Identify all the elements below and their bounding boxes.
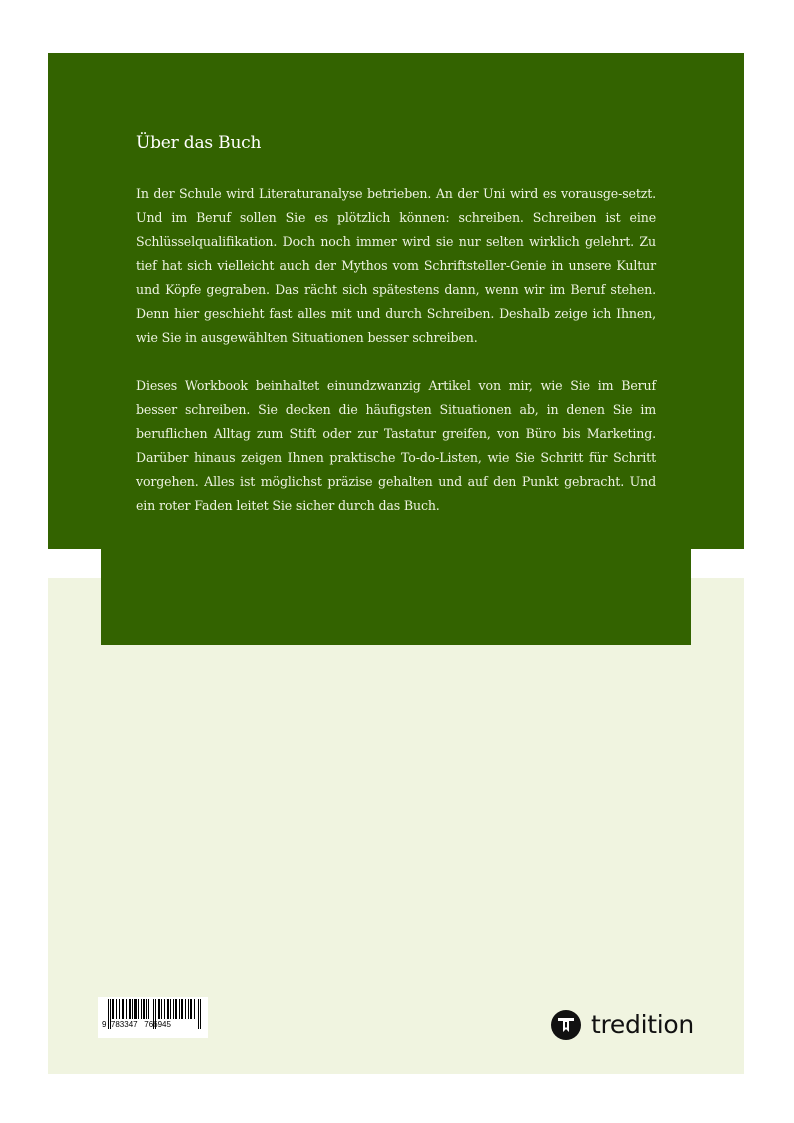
isbn-barcode [98,997,208,1038]
book-blurb [136,128,656,542]
isbn-digits: 9 783347 766945 [102,1020,171,1029]
blurb-paragraph-1: In der Schule wird Literaturanalyse betrieben. An der Uni wird es vorausge-setzt. Und im Beruf sollen Sie es plötzlich können: schreiben. Schreiben ist eine Schlüsselqualifikation. Doch noch immer wird sie nur selten wirklich gelehrt. Zu tief hat sich vielleicht auch der Mythos vom Schriftsteller-Genie in unsere Kultur und Köpfe gegraben. Das rächt sich spätestens dann, wenn wir im Beruf stehen. Denn hier geschieht fast alles mit und durch Schreiben. Deshalb zeige ich Ihnen, wie Sie in ausgewählten Situationen besser schreiben. [136,186,656,345]
blurb-heading: Über das Buch [136,133,262,153]
barcode-bars-icon [98,997,208,1038]
publisher-logo [551,1008,694,1042]
back-cover-green-tab [101,549,691,645]
publisher-name: tredition [591,1010,694,1039]
tredition-logo-icon [551,1010,581,1040]
blurb-paragraph-2: Dieses Workbook beinhaltet einundzwanzig Artikel von mir, wie Sie im Beruf besser schreiben. Sie decken die häufigsten Situationen ab, in denen Sie im beruflichen Alltag zum Stift oder zur Tastatur greifen, von Büro bis Marketing. Darüber hinaus zeigen Ihnen praktische To-do-Listen, wie Sie Schritt für Schritt vorgehen. Alles ist möglichst präzise gehalten und auf den Punkt gebracht. Und ein roter Faden leitet Sie sicher durch das Buch. [136,378,656,513]
